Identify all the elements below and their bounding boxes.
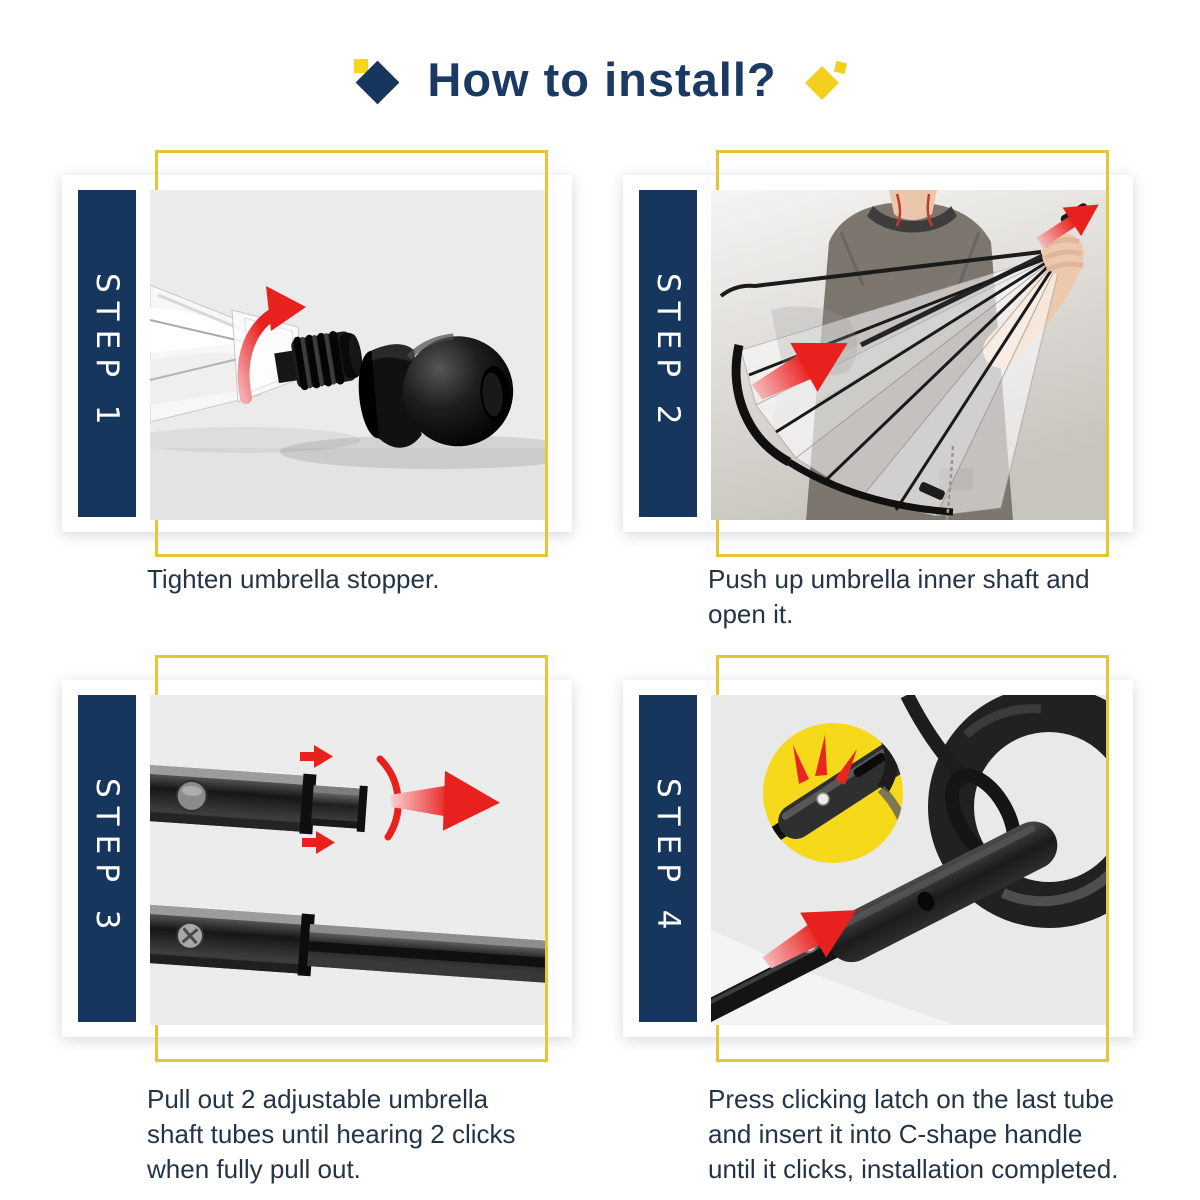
step-1-banner bbox=[78, 190, 136, 517]
caption-line: and insert it into C-shape handle bbox=[708, 1119, 1083, 1149]
inset-latch-pin bbox=[817, 793, 829, 805]
step-2-photo-push-up-shaft bbox=[711, 190, 1106, 520]
caption-line: Push up umbrella inner shaft and bbox=[708, 564, 1090, 594]
click-button bbox=[176, 780, 208, 812]
title-left-diamond-decoration bbox=[353, 56, 401, 104]
step-3-photo-pull-out-tubes bbox=[150, 695, 545, 1025]
step-2-caption bbox=[708, 562, 1178, 632]
step-4-photo-insert-handle bbox=[711, 695, 1106, 1025]
step-4-caption bbox=[708, 1082, 1178, 1187]
step-3-caption bbox=[147, 1082, 617, 1187]
title-row bbox=[0, 52, 1200, 107]
step-2-label: STEP 2 bbox=[650, 273, 686, 434]
step-panel-4 bbox=[623, 655, 1171, 1184]
step-4-label: STEP 4 bbox=[650, 778, 686, 939]
step-1-photo-tighten-stopper bbox=[150, 190, 545, 520]
step-1-label: STEP 1 bbox=[89, 273, 125, 434]
step-panel-1 bbox=[62, 150, 610, 650]
yellow-square-accent bbox=[833, 60, 846, 73]
title-right-diamond-decoration bbox=[803, 58, 847, 102]
caption-line: Press clicking latch on the last tube bbox=[708, 1084, 1115, 1114]
step-panel-2 bbox=[623, 150, 1171, 650]
step-4-banner bbox=[639, 695, 697, 1022]
step-1-caption bbox=[147, 562, 617, 597]
step-2-banner bbox=[639, 190, 697, 517]
caption-line: shaft tubes until hearing 2 clicks bbox=[147, 1119, 516, 1149]
page-title: How to install? bbox=[427, 53, 777, 106]
caption-line: Tighten umbrella stopper. bbox=[147, 564, 440, 594]
step-panel-3 bbox=[62, 655, 610, 1184]
caption-line: open it. bbox=[708, 599, 794, 629]
caption-line: when fully pull out. bbox=[147, 1154, 361, 1184]
caption-line: until it clicks, installation completed. bbox=[708, 1154, 1119, 1184]
caption-line: Pull out 2 adjustable umbrella bbox=[147, 1084, 489, 1114]
step-3-banner bbox=[78, 695, 136, 1022]
step-3-label: STEP 3 bbox=[89, 778, 125, 939]
